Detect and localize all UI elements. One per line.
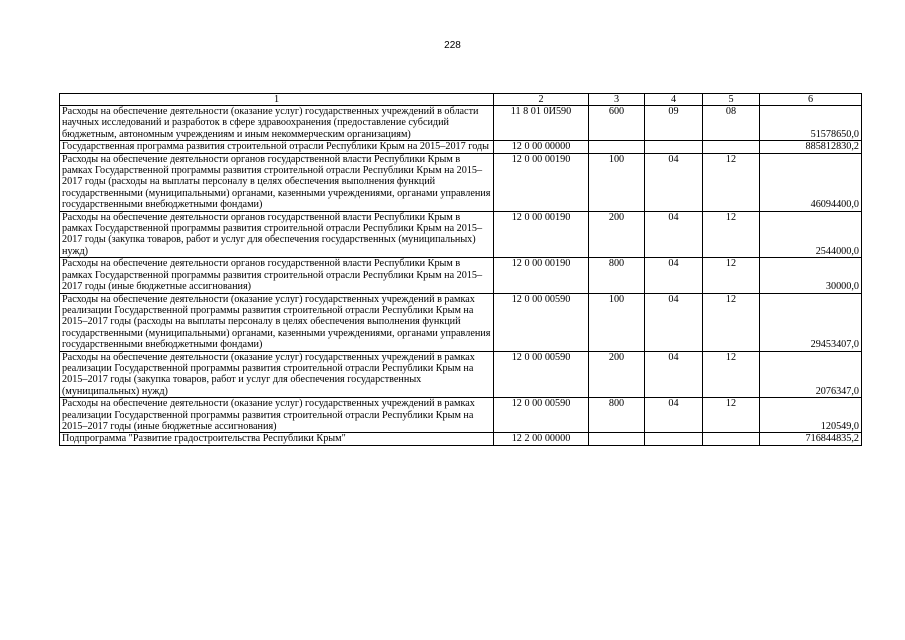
expense-description: Расходы на обеспечение деятельности (оказание услуг) государственных учреждений в рамках реализации Государственной программы развития строительной отрасли Республики Крым на 2015–2017 годы (иные бюджетные ассигнования): [60, 398, 494, 433]
subsection-code: 08: [703, 106, 760, 141]
table-header-row: [60, 94, 862, 106]
subsection-code: 12: [703, 351, 760, 398]
amount: 716844835,2: [760, 433, 862, 445]
expense-type-code: 200: [589, 351, 645, 398]
expense-description: Государственная программа развития строительной отрасли Республики Крым на 2015–2017 годы: [60, 141, 494, 153]
table-row: [60, 141, 862, 153]
budget-table: [59, 93, 862, 446]
subsection-code: [703, 433, 760, 445]
expense-type-code: [589, 433, 645, 445]
target-article-code: 12 0 00 00590: [494, 398, 589, 433]
column-header-4: 4: [645, 94, 703, 106]
section-code: 04: [645, 258, 703, 293]
section-code: 04: [645, 398, 703, 433]
expense-type-code: 600: [589, 106, 645, 141]
table-row: [60, 398, 862, 433]
amount: 51578650,0: [760, 106, 862, 141]
expense-type-code: 100: [589, 293, 645, 351]
table-row: [60, 258, 862, 293]
expense-description: Расходы на обеспечение деятельности (оказание услуг) государственных учреждений в области научных исследований и разработок в сфере здравоохранения (предоставление субсидий бюджетным, автономным учреждениям и иным некоммерческим организациям): [60, 106, 494, 141]
subsection-code: 12: [703, 258, 760, 293]
amount: 120549,0: [760, 398, 862, 433]
section-code: 04: [645, 211, 703, 258]
amount: 46094400,0: [760, 153, 862, 211]
expense-description: Расходы на обеспечение деятельности (оказание услуг) государственных учреждений в рамках реализации Государственной программы развития строительной отрасли Республики Крым на 2015–2017 годы (закупка товаров, работ и услуг для обеспечения государственных (муниципальных) нужд): [60, 351, 494, 398]
target-article-code: 12 0 00 00190: [494, 211, 589, 258]
target-article-code: 11 8 01 0И590: [494, 106, 589, 141]
column-header-6: 6: [760, 94, 862, 106]
section-code: 04: [645, 153, 703, 211]
target-article-code: 12 0 00 00590: [494, 293, 589, 351]
expense-description: Расходы на обеспечение деятельности органов государственной власти Республики Крым в рамках Государственной программы развития строительной отрасли Республики Крым на 2015–2017 годы (иные бюджетные ассигнования): [60, 258, 494, 293]
subsection-code: 12: [703, 211, 760, 258]
amount: 30000,0: [760, 258, 862, 293]
section-code: [645, 433, 703, 445]
target-article-code: 12 0 00 00590: [494, 351, 589, 398]
column-header-2: 2: [494, 94, 589, 106]
target-article-code: 12 0 00 00190: [494, 153, 589, 211]
expense-description: Расходы на обеспечение деятельности органов государственной власти Республики Крым в рамках Государственной программы развития строительной отрасли Республики Крым на 2015–2017 годы (закупка товаров, работ и услуг для обеспечения государственных (муниципальных) нужд): [60, 211, 494, 258]
table-row: [60, 433, 862, 445]
table-row: [60, 351, 862, 398]
section-code: 09: [645, 106, 703, 141]
table-row: [60, 211, 862, 258]
page-number: 228: [444, 40, 461, 51]
section-code: [645, 141, 703, 153]
section-code: 04: [645, 351, 703, 398]
expense-type-code: 100: [589, 153, 645, 211]
target-article-code: 12 2 00 00000: [494, 433, 589, 445]
expense-description: Расходы на обеспечение деятельности (оказание услуг) государственных учреждений в рамках реализации Государственной программы развития строительной отрасли Республики Крым на 2015–2017 годы (расходы на выплаты персоналу в целях обеспечения выполнения функций государственными (муниципальными) органами, казенными учреждениями, органами управления государственными внебюджетными фондами): [60, 293, 494, 351]
table-row: [60, 293, 862, 351]
target-article-code: 12 0 00 00190: [494, 258, 589, 293]
table-row: [60, 153, 862, 211]
expense-description: Расходы на обеспечение деятельности органов государственной власти Республики Крым в рамках Государственной программы развития строительной отрасли Республики Крым на 2015–2017 годы (расходы на выплаты персоналу в целях обеспечения выполнения функций государственными (муниципальными) органами, казенными учреждениями, органами управления государственными внебюджетными фондами): [60, 153, 494, 211]
subsection-code: 12: [703, 293, 760, 351]
expense-type-code: 800: [589, 398, 645, 433]
expense-type-code: 800: [589, 258, 645, 293]
amount: 29453407,0: [760, 293, 862, 351]
table-row: [60, 106, 862, 141]
expense-description: Подпрограмма "Развитие градостроительства Республики Крым": [60, 433, 494, 445]
expense-type-code: [589, 141, 645, 153]
column-header-5: 5: [703, 94, 760, 106]
subsection-code: [703, 141, 760, 153]
amount: 2544000,0: [760, 211, 862, 258]
expense-type-code: 200: [589, 211, 645, 258]
subsection-code: 12: [703, 153, 760, 211]
amount: 2076347,0: [760, 351, 862, 398]
subsection-code: 12: [703, 398, 760, 433]
section-code: 04: [645, 293, 703, 351]
amount: 885812830,2: [760, 141, 862, 153]
column-header-1: 1: [60, 94, 494, 106]
column-header-3: 3: [589, 94, 645, 106]
target-article-code: 12 0 00 00000: [494, 141, 589, 153]
